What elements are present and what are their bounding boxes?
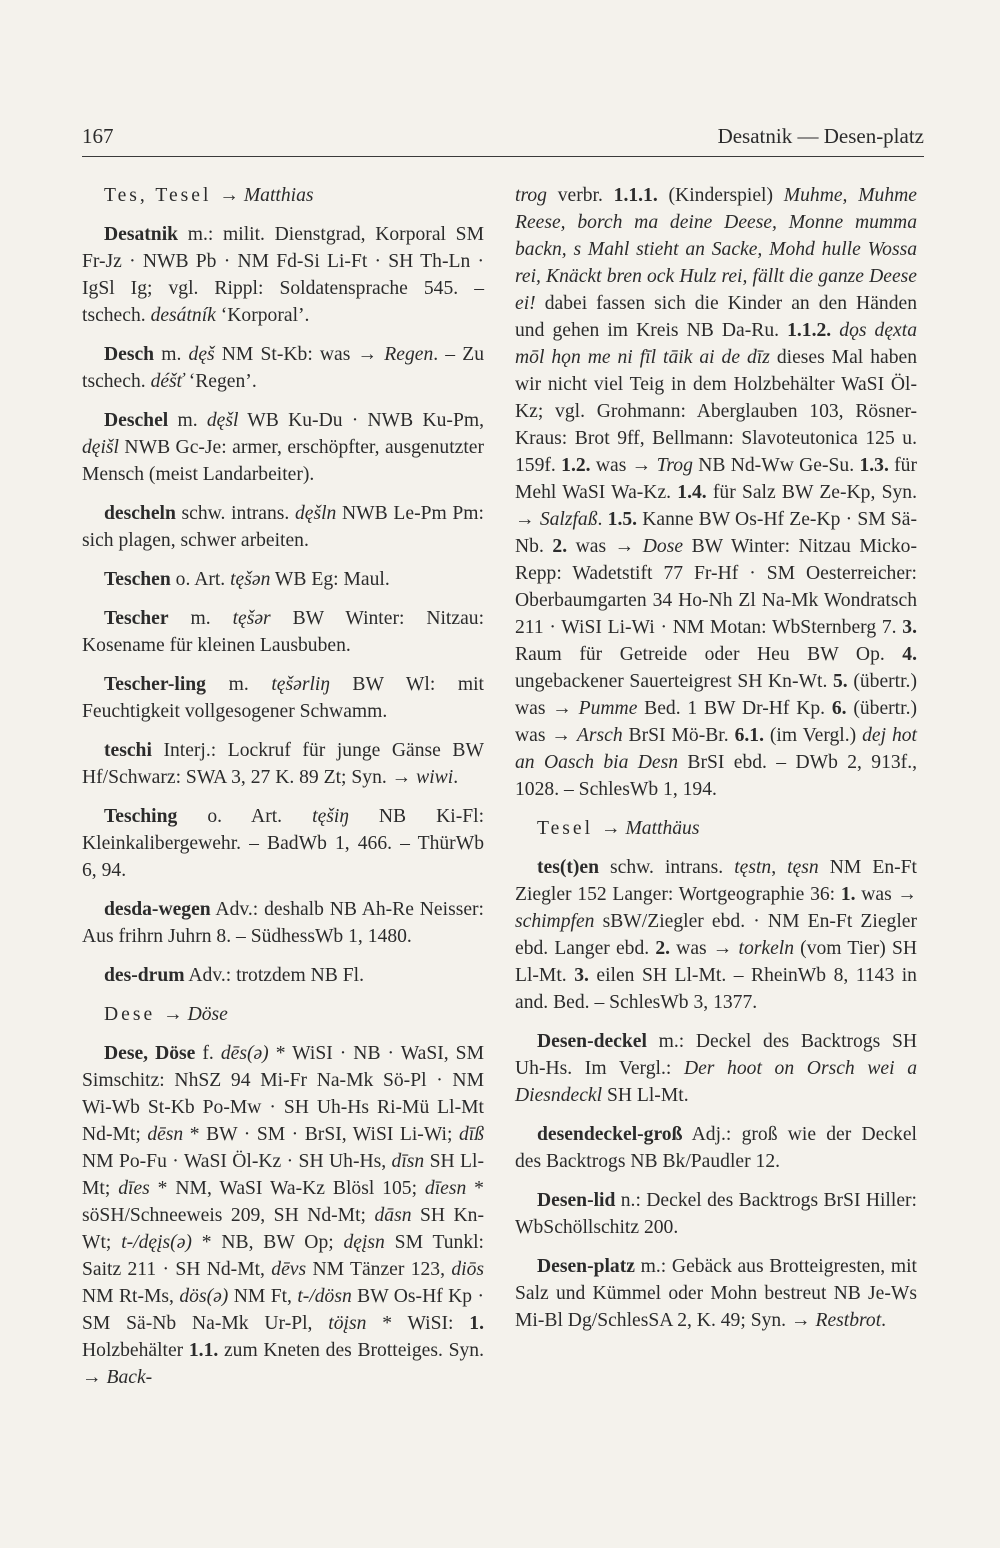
entry-text: . bbox=[597, 509, 608, 530]
dictionary-entry bbox=[82, 896, 484, 950]
entry-italic-text: dīsn bbox=[391, 1151, 425, 1172]
entry-text: Interj.: Lockruf für junge Gänse BW Hf/Schwarz: SWA 3, 27 K. 89 Zt; Syn. → bbox=[82, 740, 484, 788]
dictionary-entry bbox=[82, 803, 484, 884]
entry-italic-text: tęšər bbox=[232, 608, 271, 629]
entry-text: für Salz BW Ze-Kp, Syn. → bbox=[515, 482, 917, 530]
entry-text: SM Tunkl: Saitz 211 · SH Nd-Mt, bbox=[82, 1232, 484, 1280]
dictionary-entry bbox=[82, 221, 484, 329]
entry-italic-text: Trog bbox=[656, 455, 693, 476]
entry-text: schw. intrans. bbox=[175, 503, 295, 524]
dictionary-entry bbox=[515, 854, 917, 1016]
entry-italic-text: wiwi bbox=[416, 767, 454, 788]
entry-italic-text: dēsn bbox=[147, 1124, 184, 1145]
entry-text: (übertr.) was → bbox=[515, 698, 917, 746]
entry-text: NM En-Ft Ziegler 152 Langer: Wortgeographie 36: bbox=[515, 857, 917, 905]
dictionary-entry bbox=[515, 1028, 917, 1109]
entry-text: SH Ll-Mt. bbox=[602, 1085, 689, 1106]
entry-text: NB Ki-Fl: Kleinkalibergewehr. – BadWb 1, 466. – ThürWb 6, 94. bbox=[82, 806, 485, 881]
entry-text: eilen SH Ll-Mt. – RheinWb 8, 1143 in and. Bed. – SchlesWb 3, 1377. bbox=[515, 965, 917, 1013]
entry-text: SH Ll-Mt; bbox=[82, 1151, 484, 1199]
entry-text: für Mehl WaSI Wa-Kz. bbox=[515, 455, 918, 503]
entry-text: (im Vergl.) bbox=[763, 725, 863, 746]
entry-text: WB Ku-Du · NWB Ku-Pm, bbox=[238, 410, 484, 431]
dictionary-entry bbox=[82, 671, 484, 725]
entry-italic-text: dīesn bbox=[424, 1178, 467, 1199]
entry-italic-text: dej hot an Oasch bia Desn bbox=[515, 725, 918, 773]
entry-text: ungebackener Sauerteigrest SH Kn-Wt. bbox=[515, 671, 833, 692]
entry-text: zum Kneten des Brotteiges. Syn. → bbox=[82, 1340, 484, 1388]
entry-text: ‘Regen’. bbox=[183, 371, 257, 392]
entry-text: NM St-Kb: was → bbox=[214, 344, 385, 365]
entry-headword: 1. bbox=[469, 1313, 484, 1334]
entry-italic-text: dęšln bbox=[295, 503, 337, 524]
entry-text: BrSI ebd. – DWb 2, 913f., 1028. – SchlesWb 1, 194. bbox=[515, 752, 917, 800]
entry-text: m. bbox=[154, 344, 189, 365]
dictionary-entry bbox=[515, 1121, 917, 1175]
dictionary-entry bbox=[82, 1001, 484, 1028]
entry-text: * BW · SM · BrSI, WiSI Li-Wi; bbox=[183, 1124, 459, 1145]
entry-text: NM Po-Fu · WaSI Öl-Kz · SH Uh-Hs, bbox=[82, 1151, 392, 1172]
entry-headword: 4. bbox=[902, 644, 917, 665]
entry-text: m.: milit. Dienstgrad, Korporal SM Fr-Jz · NWB Pb · NM Fd-Si Li-Ft · SH Th-Ln · IgSl Ig; vgl. Rippl: Soldatensprache 545. – tschech. bbox=[82, 224, 484, 326]
dictionary-entry bbox=[82, 566, 484, 593]
dictionary-entry bbox=[515, 1187, 917, 1241]
dictionary-entry bbox=[82, 407, 484, 488]
entry-headword: 1. bbox=[840, 884, 856, 905]
entry-text: was → bbox=[855, 884, 917, 905]
entry-italic-text: dęišl bbox=[82, 437, 120, 458]
entry-text: Adv.: deshalb NB Ah-Re Neisser: Aus frihrn Juhrn 8. – SüdhessWb 1, 1480. bbox=[82, 899, 484, 947]
entry-italic-text: Arsch bbox=[576, 725, 623, 746]
entry-text: NM Rt-Ms, bbox=[82, 1286, 180, 1307]
entry-headword: 1.4. bbox=[677, 482, 707, 503]
entry-reference-headword: Tesel bbox=[537, 818, 601, 839]
entry-text: Raum für Getreide oder Heu BW Op. bbox=[515, 644, 903, 665]
entry-headword: 5. bbox=[832, 671, 848, 692]
entry-text: NWB Le-Pm Pm: sich plagen, schwer arbeiten. bbox=[82, 503, 484, 551]
page-header bbox=[82, 122, 924, 157]
entry-italic-text: dęįsn bbox=[343, 1232, 385, 1253]
entry-italic-text: dös(ə) bbox=[179, 1286, 229, 1307]
entry-headword: 1.1.2. bbox=[787, 320, 832, 341]
dictionary-entry bbox=[82, 605, 484, 659]
entry-italic-text: dǫs dęxta mōl hǫn me ni fīl tāik ai de dīz bbox=[515, 320, 917, 368]
entry-text: . – Zu tschech. bbox=[82, 344, 485, 392]
entry-text: * NB, BW Op; bbox=[191, 1232, 344, 1253]
entry-headword: Desatnik bbox=[104, 224, 179, 245]
entry-italic-text: → Matthias bbox=[219, 185, 314, 206]
entry-headword: Teschen bbox=[104, 569, 171, 590]
entry-italic-text: Salzfaß bbox=[539, 509, 598, 530]
entry-headword: Dese, Döse bbox=[104, 1043, 196, 1064]
entry-italic-text: tęšiŋ bbox=[312, 806, 349, 827]
entry-text: Adv.: trotzdem NB Fl. bbox=[184, 965, 364, 986]
entry-text: SH Kn-Wt; bbox=[82, 1205, 484, 1253]
entry-headword: 3. bbox=[574, 965, 589, 986]
entry-italic-text: schimpfen bbox=[515, 911, 595, 932]
entry-text: dieses Mal haben wir nicht viel Teig in dem Holzbehälter WaSI Öl-Kz; vgl. Grohmann: Aberglauben 103, Rösner-Kraus: Brot 9ff, Bellmann: Slavoteutonica 125 u. 159f. bbox=[515, 347, 917, 476]
dictionary-entry bbox=[82, 341, 484, 395]
entry-text: Bed. 1 BW Dr-Hf Kp. bbox=[637, 698, 832, 719]
entry-headword: Tescher-ling bbox=[104, 674, 206, 695]
entry-text: NM Ft, bbox=[228, 1286, 298, 1307]
entry-text: BW Winter: Nitzau Micko-Repp: Wadetstift 77 Fr-Hf · SM Oesterreicher: Oberbaumgarten 34 Ho-Nh Zl Na-Mk Wondratsch 211 · WiSI Li-Wi · NM Motan: WbSternberg 7. bbox=[515, 536, 918, 638]
entry-text: (Kinderspiel) bbox=[657, 185, 784, 206]
entry-text: dabei fassen sich die Kinder an den Händen und gehen im Kreis NB Da-Ru. bbox=[515, 293, 917, 341]
entry-text: m. bbox=[168, 410, 207, 431]
entry-text: . bbox=[453, 767, 459, 788]
entry-headword: Tesching bbox=[104, 806, 178, 827]
entry-text: Kanne BW Os-Hf Ze-Kp · SM Sä-Nb. bbox=[515, 509, 918, 557]
entry-headword: desendeckel-groß bbox=[537, 1124, 683, 1145]
entry-italic-text: Muhme, Muhme Reese, borch ma deine Deese, Monne mumma backn, s Mahl stieht an Sacke, Mohd hulle Wossa rei, Knäckt bren ock Hulz rei, fällt die ganze Deese ei! bbox=[515, 185, 917, 314]
dictionary-entry bbox=[515, 182, 917, 803]
entry-italic-text: dīß bbox=[458, 1124, 484, 1145]
entry-italic-text: tęstn bbox=[734, 857, 772, 878]
entry-text: was → bbox=[590, 455, 657, 476]
entry-headword: 1.3. bbox=[859, 455, 889, 476]
entry-italic-text: torkeln bbox=[738, 938, 795, 959]
running-head: Desatnik — Desen-platz bbox=[717, 124, 924, 148]
entry-reference-headword: Tes, Tesel bbox=[104, 185, 220, 206]
dictionary-entry bbox=[82, 182, 484, 209]
entry-text: Adj.: groß wie der Deckel des Backtrogs NB Bk/Paudler 12. bbox=[515, 1124, 917, 1172]
entry-text: , bbox=[771, 857, 788, 878]
entry-text: * WiSI · NB · WaSI, SM Simschitz: NhSZ 94 Mi-Fr Na-Mk Sö-Pl · NM Wi-Wb St-Kb Po-Mw · SH Uh-Hs Ri-Mü Ll-Mt Nd-Mt; bbox=[82, 1043, 485, 1145]
entry-italic-text: trog bbox=[515, 185, 547, 206]
entry-text: ‘Korporal’. bbox=[215, 305, 310, 326]
entry-text: * WiSI: bbox=[366, 1313, 470, 1334]
entry-italic-text: → Döse bbox=[163, 1004, 228, 1025]
entry-headword: 1.1.1. bbox=[613, 185, 658, 206]
entry-text: WB Eg: Maul. bbox=[270, 569, 390, 590]
entry-headword: 2. bbox=[655, 938, 671, 959]
entry-text: sBW/Ziegler ebd. · NM En-Ft Ziegler ebd. Langer ebd. bbox=[515, 911, 917, 959]
entry-headword: 2. bbox=[552, 536, 568, 557]
entry-text: * NM, WaSI Wa-Kz Blösl 105; bbox=[149, 1178, 425, 1199]
entry-headword: Tescher bbox=[104, 608, 169, 629]
entry-headword: 6. bbox=[831, 698, 847, 719]
dictionary-entry bbox=[82, 737, 484, 791]
entry-text: (vom Tier) SH Ll-Mt. bbox=[515, 938, 917, 986]
entry-italic-text: Pumme bbox=[578, 698, 638, 719]
entry-italic-text: dēs(ə) bbox=[220, 1043, 269, 1064]
entry-text: was → bbox=[670, 938, 739, 959]
entry-headword: desda-wegen bbox=[104, 899, 211, 920]
entry-headword: Desch bbox=[104, 344, 155, 365]
entry-text: m. bbox=[168, 608, 233, 629]
entry-text: BW Wl: mit Feuchtigkeit vollgesogener Schwamm. bbox=[82, 674, 485, 722]
entry-italic-text: t-/dęįs(ə) bbox=[121, 1232, 192, 1253]
entry-italic-text: → Matthäus bbox=[600, 818, 700, 839]
dictionary-entry bbox=[82, 500, 484, 554]
dictionary-entry bbox=[515, 1253, 917, 1334]
entry-headword: Deschel bbox=[104, 410, 169, 431]
entry-headword: tes(t)en bbox=[537, 857, 600, 878]
dictionary-entry bbox=[82, 1040, 484, 1391]
entry-italic-text: Dose bbox=[642, 536, 684, 557]
entry-text: Holzbehälter bbox=[82, 1340, 189, 1361]
entry-text: (übertr.) was → bbox=[515, 671, 917, 719]
entry-text: o. Art. bbox=[170, 569, 231, 590]
entry-italic-text: dēvs bbox=[271, 1259, 307, 1280]
entry-italic-text: diōs bbox=[451, 1259, 484, 1280]
entry-headword: descheln bbox=[104, 503, 176, 524]
dictionary-entry bbox=[515, 815, 917, 842]
entry-text: verbr. bbox=[546, 185, 614, 206]
entry-text: NWB Gc-Je: armer, erschöpfter, ausgenutzter Mensch (meist Landarbeiter). bbox=[82, 437, 484, 485]
entry-text: m.: Gebäck aus Brotteigresten, mit Salz und Kümmel oder Mohn bestreut NB Je-Ws Mi-Bl Dg/SchlesSA 2, K. 49; Syn. → bbox=[515, 1256, 917, 1331]
dictionary-entry bbox=[82, 962, 484, 989]
entry-italic-text: dęšl bbox=[206, 410, 239, 431]
entry-headword: Desen-deckel bbox=[537, 1031, 647, 1052]
entry-italic-text: dāsn bbox=[374, 1205, 412, 1226]
entry-text: BW Os-Hf Kp · SM Sä-Nb Na-Mk Ur-Pl, bbox=[82, 1286, 485, 1334]
entry-text: m.: Deckel des Backtrogs SH Uh-Hs. Im Vergl.: bbox=[515, 1031, 917, 1079]
entry-text: BrSI Mö-Br. bbox=[622, 725, 735, 746]
entry-headword: 1.2. bbox=[561, 455, 591, 476]
entry-text: m. bbox=[205, 674, 272, 695]
entry-headword: des-drum bbox=[104, 965, 185, 986]
left-column bbox=[82, 182, 484, 1403]
entry-text: NB Nd-Ww Ge-Su. bbox=[692, 455, 860, 476]
entry-reference-headword: Dese bbox=[104, 1004, 164, 1025]
entry-text: was → bbox=[567, 536, 643, 557]
entry-italic-text: dīes bbox=[118, 1178, 150, 1199]
entry-italic-text: Restbrot bbox=[815, 1310, 882, 1331]
entry-text: . bbox=[881, 1310, 887, 1331]
entry-italic-text: t-/dösn bbox=[297, 1286, 352, 1307]
entry-text: * söSH/Schneeweis 209, SH Nd-Mt; bbox=[82, 1178, 484, 1226]
entry-headword: Desen-platz bbox=[537, 1256, 635, 1277]
entry-text: o. Art. bbox=[177, 806, 313, 827]
entry-headword: 6.1. bbox=[734, 725, 764, 746]
entry-italic-text: tęšərliŋ bbox=[271, 674, 330, 695]
entry-italic-text: töįsn bbox=[328, 1313, 367, 1334]
entry-text: schw. intrans. bbox=[599, 857, 735, 878]
entry-headword: 3. bbox=[902, 617, 917, 638]
entry-italic-text: desátník bbox=[150, 305, 216, 326]
entry-italic-text: Der hoot on Orsch wei a Diesndeckl bbox=[515, 1058, 917, 1106]
entry-headword: teschi bbox=[104, 740, 152, 761]
entry-italic-text: Regen bbox=[384, 344, 434, 365]
entry-italic-text: tęsn bbox=[787, 857, 819, 878]
page-number: 167 bbox=[82, 124, 114, 148]
entry-headword: 1.1. bbox=[188, 1340, 219, 1361]
entry-text: NM Tänzer 123, bbox=[306, 1259, 452, 1280]
entry-italic-text: déšť bbox=[150, 371, 184, 392]
entry-headword: Desen-lid bbox=[537, 1190, 616, 1211]
right-column bbox=[515, 182, 917, 1346]
entry-italic-text: dęš bbox=[188, 344, 215, 365]
entry-text: BW Winter: Nitzau: Kosename für kleinen Lausbuben. bbox=[82, 608, 485, 656]
entry-italic-text: tęšən bbox=[230, 569, 271, 590]
entry-text: f. bbox=[195, 1043, 221, 1064]
entry-headword: 1.5. bbox=[607, 509, 638, 530]
entry-italic-text: Back- bbox=[106, 1367, 153, 1388]
entry-text: n.: Deckel des Backtrogs BrSI Hiller: WbSchöllschitz 200. bbox=[515, 1190, 917, 1238]
